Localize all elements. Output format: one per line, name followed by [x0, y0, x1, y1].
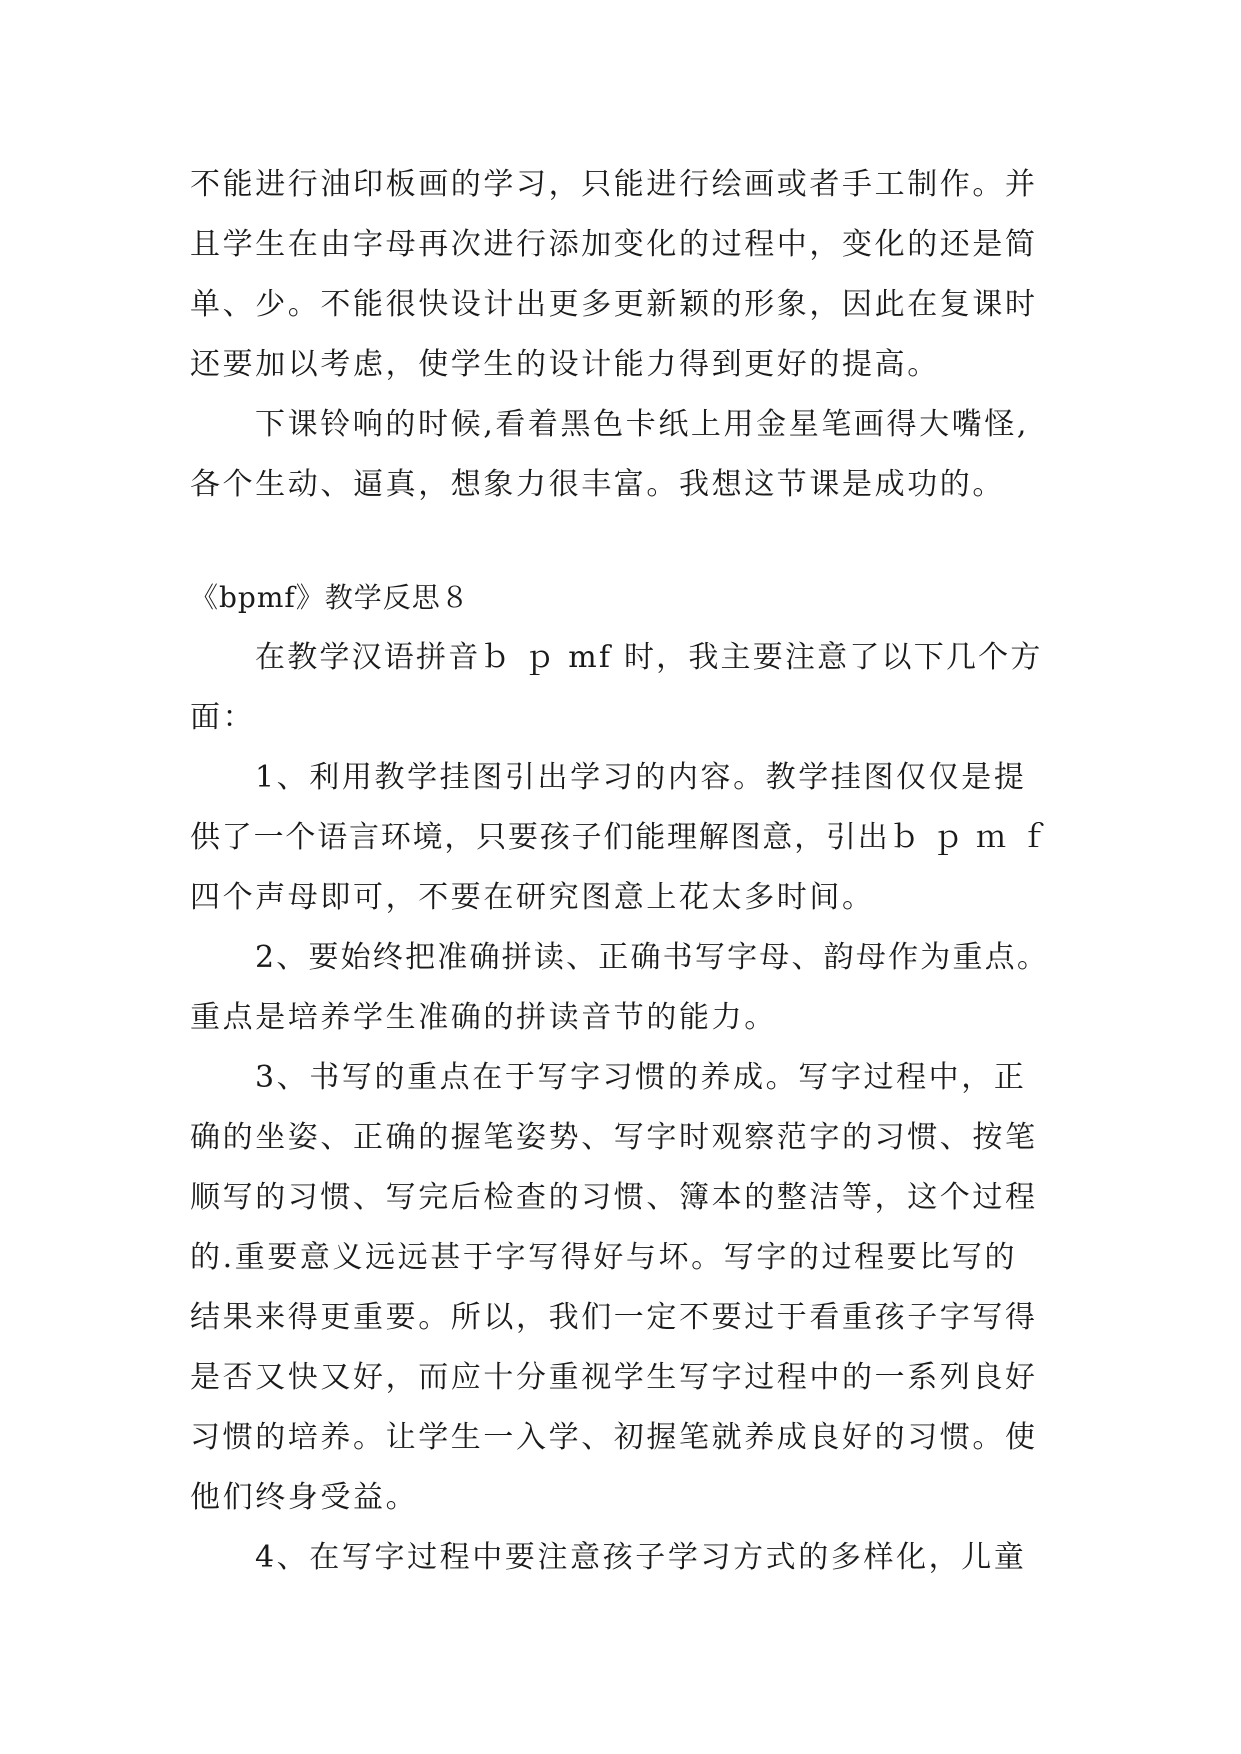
body-text-line: 下课铃响的时候,看着黑色卡纸上用金星笔画得大嘴怪,	[255, 407, 1030, 442]
body-text-line: 1、利用教学挂图引出学习的内容。教学挂图仅仅是提	[255, 760, 1027, 795]
body-text-line: 的.重要意义远远甚于字写得好与坏。写字的过程要比写的	[190, 1240, 1018, 1275]
body-text-line: 3、书写的重点在于写字习惯的养成。写字过程中，正	[255, 1060, 1027, 1095]
body-text-line: 4、在写字过程中要注意孩子学习方式的多样化，儿童	[255, 1540, 1027, 1575]
body-text-line: 习惯的培养。让学生一入学、初握笔就养成良好的习惯。使	[190, 1420, 1038, 1455]
body-text-line: 各个生动、逼真，想象力很丰富。我想这节课是成功的。	[190, 467, 1005, 502]
body-text-line: 四个声母即可，不要在研究图意上花太多时间。	[190, 880, 875, 915]
body-text-line: 2、要始终把准确拼读、正确书写字母、韵母作为重点。	[255, 940, 1050, 975]
body-text-line: 重点是培养学生准确的拼读音节的能力。	[190, 1000, 777, 1035]
body-text-line: 单、少。不能很快设计出更多更新颖的形象，因此在复课时	[190, 287, 1038, 322]
body-text-line: 不能进行油印板画的学习，只能进行绘画或者手工制作。并	[190, 167, 1038, 202]
body-text-line: 还要加以考虑，使学生的设计能力得到更好的提高。	[190, 347, 940, 382]
body-text-line: 顺写的习惯、写完后检查的习惯、簿本的整洁等，这个过程	[190, 1180, 1038, 1215]
body-text-line: 在教学汉语拼音ｂ ｐ mf 时，我主要注意了以下几个方	[255, 640, 1043, 675]
body-text-line: 确的坐姿、正确的握笔姿势、写字时观察范字的习惯、按笔	[190, 1120, 1038, 1155]
body-text-line: 供了一个语言环境，只要孩子们能理解图意，引出ｂ ｐ ｍ ｆ	[190, 820, 1051, 855]
body-text-line: 他们终身受益。	[190, 1480, 419, 1515]
body-text-line: 结果来得更重要。所以，我们一定不要过于看重孩子字写得	[190, 1300, 1038, 1335]
body-text-line: 且学生在由字母再次进行添加变化的过程中，变化的还是简	[190, 227, 1038, 262]
section-title: 《bpmf》教学反思８	[190, 581, 470, 614]
body-text-line: 是否又快又好，而应十分重视学生写字过程中的一系列良好	[190, 1360, 1038, 1395]
body-text-line: 面：	[190, 700, 256, 735]
